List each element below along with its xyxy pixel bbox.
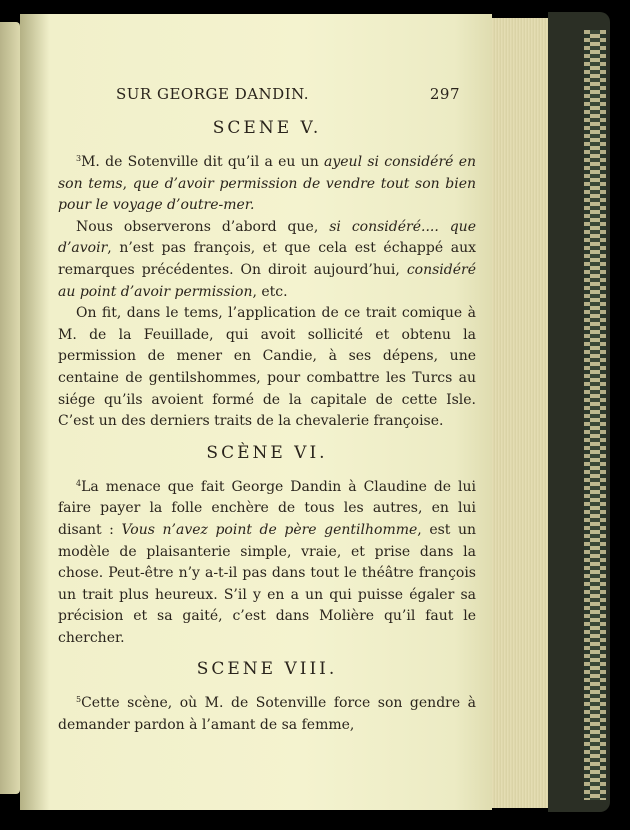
paragraph: [58, 303, 476, 433]
italic-text: ayeul si considéré en son tems: [58, 154, 477, 192]
page-number: 297: [429, 85, 460, 103]
italic-text: que d’avoir permission de vendre tout son bien pour le voyage d’outre-mer.: [58, 175, 477, 214]
paragraph: [58, 152, 476, 217]
text-run: On fit, dans le tems, l’application de ce trait comique à M. de la Feuillade, qui avoit sollicité et obtenu la permission de mener en Candie, à ses dépens, une centaine de gentilshommes, pour combattre les Turcs au siége qu’ils avoient formé de la capitale de cette Isle. C’est un des derniers traits de la chevalerie françoise.: [58, 305, 476, 430]
paragraph: [58, 217, 476, 303]
text-run: Nous observerons d’abord que,: [76, 218, 330, 235]
text-run: Cette scène, où M. de Sotenville force son gendre à demander pardon à l’amant de sa femme,: [58, 695, 476, 734]
text-run: M. de Sotenville dit qu’il a eu un: [81, 154, 325, 170]
running-title: SUR GEORGE DANDIN.: [116, 85, 310, 103]
scene-heading: SCENE V.: [212, 118, 322, 138]
italic-text: considéré au point d’avoir permission: [58, 261, 476, 300]
page-edges: [492, 18, 548, 808]
page-text: [58, 84, 476, 737]
left-page-edge: [0, 22, 20, 794]
spine-decoration-inner: [590, 30, 600, 800]
scene-heading: SCÈNE VI.: [206, 442, 328, 463]
text-run: ,: [122, 175, 133, 192]
footnote-marker: 5: [76, 695, 82, 705]
paragraph: [58, 477, 476, 650]
italic-text: Vous n’avez point de père gentilhomme: [121, 521, 418, 538]
italic-text: si considéré.... que d’avoir: [58, 218, 476, 257]
text-run: , est un modèle de plaisanterie simple, vraie, et prise dans la chose. Peut-être n’y a-t-il pas dans tout le théâtre françois un trait plus heureux. S’il y en a un qui puisse égaler sa précision et sa gaité, c’est dans Molière qu’il faut le chercher.: [58, 521, 477, 646]
text-run: , n’est pas françois, et que cela est échappé aux remarques précédentes. On diroit aujourd’hui,: [58, 240, 476, 278]
running-header: [58, 84, 476, 108]
text-run: La menace que fait George Dandin à Claudine de lui faire payer la folle enchère de tous les autres, en lui disant :: [58, 478, 476, 538]
footnote-marker: 4: [76, 478, 82, 488]
sections: [58, 116, 476, 737]
gutter-shadow: [20, 14, 50, 810]
paragraph: [58, 693, 476, 736]
scene-heading: SCENE VIII.: [196, 659, 338, 680]
text-run: , etc.: [252, 283, 288, 300]
footnote-marker: 3: [76, 154, 82, 163]
